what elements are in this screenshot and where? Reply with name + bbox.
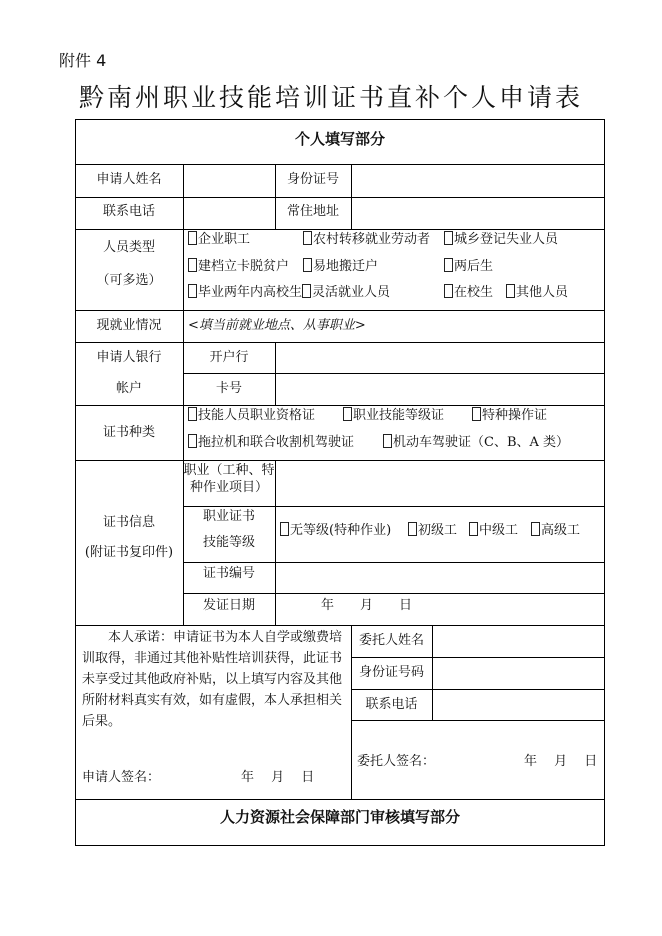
cert-number-field[interactable] — [276, 563, 603, 592]
cert-type-option[interactable]: 技能人员职业资格证 — [188, 407, 315, 424]
address-label: 常住地址 — [286, 204, 339, 219]
card-number-field[interactable] — [276, 374, 603, 404]
checkbox-icon — [188, 231, 197, 245]
person-type-option[interactable]: 在校生 — [444, 284, 493, 301]
agent-sign-label: 委托人签名： — [357, 754, 436, 769]
person-type-option[interactable]: 建档立卡脱贫户 — [188, 258, 289, 275]
checkbox-icon — [531, 522, 540, 536]
table-border-line — [183, 405, 184, 461]
cert-type-option[interactable]: 拖拉机和联合收割机驾驶证 — [188, 434, 354, 451]
skill-level-label: 职业证书 — [202, 509, 255, 524]
bank-account-label-2: 帐户 — [115, 381, 142, 396]
cert-type-option[interactable]: 职业技能等级证 — [343, 407, 444, 424]
checkbox-icon — [343, 407, 352, 421]
occupation-field[interactable] — [276, 461, 603, 505]
person-type-label: 人员类型 — [102, 240, 155, 255]
agent-name-label: 委托人姓名 — [358, 633, 424, 648]
bank-name-field[interactable] — [276, 343, 603, 372]
table-border-line — [75, 229, 605, 230]
agent-phone-label: 联系电话 — [365, 697, 418, 712]
checkbox-icon — [188, 258, 197, 272]
cert-info-label: 证书信息 — [102, 515, 155, 530]
cert-type-option[interactable]: 机动车驾驶证（C、B、A 类） — [383, 434, 569, 451]
occupation-label-2: 种作业项目） — [189, 480, 268, 495]
table-border-line — [75, 119, 605, 120]
checkbox-icon — [383, 434, 392, 448]
table-border-line — [183, 506, 605, 507]
card-number-label: 卡号 — [215, 381, 242, 396]
id-number-label: 身份证号 — [286, 172, 339, 187]
table-border-line — [75, 405, 605, 406]
cert-type-option[interactable]: 特种操作证 — [472, 407, 547, 424]
person-type-option[interactable]: 农村转移就业劳动者 — [303, 231, 430, 248]
attachment-label: 附件 4 — [59, 51, 107, 70]
table-border-line — [75, 845, 605, 846]
employment-field[interactable]: <填当前就业地点、从事职业> — [188, 318, 366, 333]
agent-sign-date[interactable]: 年 月 日 — [524, 754, 598, 769]
person-type-option[interactable]: 灵活就业人员 — [302, 284, 390, 301]
skill-level-label-2: 技能等级 — [202, 535, 255, 550]
checkbox-icon — [280, 522, 289, 536]
checkbox-icon — [472, 407, 481, 421]
phone-label: 联系电话 — [102, 204, 155, 219]
employment-label: 现就业情况 — [96, 318, 162, 333]
name-field[interactable] — [184, 165, 274, 196]
person-type-option[interactable]: 城乡登记失业人员 — [444, 231, 558, 248]
checkbox-icon — [188, 407, 197, 421]
applicant-promise: 本人承诺：申请证书为本人自学或缴费培训取得，非通过其他补贴性培训获得，此证书未享受过其他政府补贴，以上填写内容及其他所附材料真实有效，如有虚假，本人承担相关后果。 — [82, 630, 343, 729]
checkbox-icon — [302, 284, 311, 298]
table-border-line — [75, 799, 605, 800]
checkbox-icon — [188, 284, 197, 298]
occupation-label: 职业（工种、特 — [183, 463, 275, 478]
person-type-option[interactable]: 毕业两年内高校生 — [188, 284, 302, 301]
cert-number-label: 证书编号 — [202, 566, 255, 581]
phone-field[interactable] — [184, 198, 274, 228]
checkbox-icon — [506, 284, 515, 298]
bank-account-label: 申请人银行 — [96, 350, 162, 365]
agent-id-field[interactable] — [433, 658, 603, 688]
applicant-sign-label: 申请人签名： — [82, 770, 161, 785]
person-type-option[interactable]: 两后生 — [444, 258, 493, 275]
issue-date-label: 发证日期 — [202, 598, 255, 613]
checkbox-icon — [408, 522, 417, 536]
checkbox-icon — [444, 284, 453, 298]
agent-phone-field[interactable] — [433, 690, 603, 719]
checkbox-icon — [303, 258, 312, 272]
table-border-line — [351, 720, 605, 721]
checkbox-icon — [303, 231, 312, 245]
agent-id-label: 身份证号码 — [358, 665, 424, 680]
agent-name-field[interactable] — [433, 626, 603, 656]
person-type-option[interactable]: 企业职工 — [188, 231, 250, 248]
multi-select-note: （可多选） — [96, 273, 162, 288]
person-type-option[interactable]: 其他人员 — [506, 284, 568, 301]
cert-type-label: 证书种类 — [102, 425, 155, 440]
section-personal: 个人填写部分 — [294, 130, 385, 148]
skill-level-option[interactable]: 无等级(特种作业) — [280, 522, 391, 539]
table-border-line — [75, 310, 605, 311]
checkbox-icon — [188, 434, 197, 448]
checkbox-icon — [444, 258, 453, 272]
issue-date-field[interactable]: 年 月 日 — [321, 598, 413, 613]
person-type-option[interactable]: 易地搬迁户 — [303, 258, 378, 275]
name-label: 申请人姓名 — [96, 172, 162, 187]
id-number-field[interactable] — [352, 165, 603, 196]
checkbox-icon — [444, 231, 453, 245]
skill-level-option[interactable]: 高级工 — [531, 522, 580, 539]
bank-name-label: 开户行 — [209, 350, 249, 365]
form-title: 黔南州职业技能培训证书直补个人申请表 — [78, 83, 583, 112]
skill-level-option[interactable]: 中级工 — [469, 522, 518, 539]
section-hr-review: 人力资源社会保障部门审核填写部分 — [219, 808, 460, 826]
table-border-line — [183, 593, 605, 594]
table-border-line — [183, 310, 184, 343]
table-border-line — [183, 229, 184, 311]
cert-info-note: (附证书复印件) — [84, 545, 174, 560]
checkbox-icon — [469, 522, 478, 536]
applicant-sign-date[interactable]: 年 月 日 — [241, 770, 315, 785]
skill-level-option[interactable]: 初级工 — [408, 522, 457, 539]
address-field[interactable] — [352, 198, 603, 228]
